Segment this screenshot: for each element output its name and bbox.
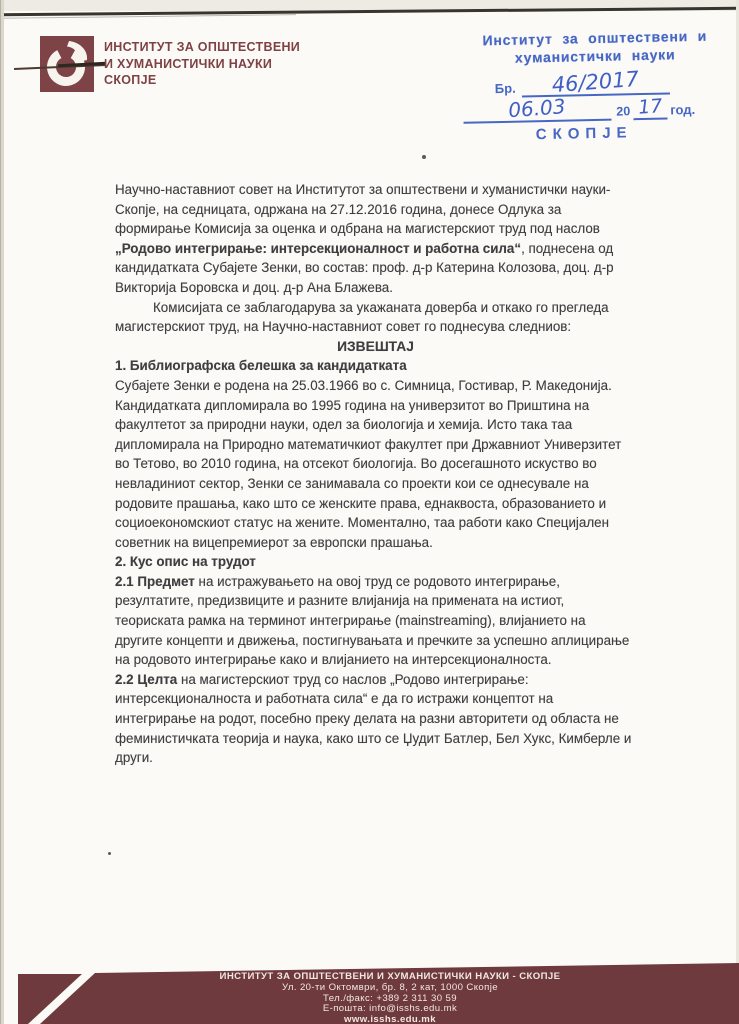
paragraph-committee-gratitude: Комисијата се заблагодарува за укажаната доверба и откако го прегледа магистерскиот труд, на Научно-наставниот совет го поднесува следниов:: [115, 299, 609, 335]
stamp-year-underline: [633, 95, 667, 121]
paragraph-2-2-goal: [115, 670, 636, 768]
paragraph-2-2-rest: на магистерскиот труд со наслов „Родово интегрирање: интерсекционалноста и работната сила“ е да го истражи концептот на интегрирање на родот, посебно преку делата на разни авторитети од областа не феминистичката теорија и наука, како што се Џудит Батлер, Бел Хукс, Кимберле и други.: [115, 671, 632, 766]
stamp-number-value: 46/2017: [551, 66, 641, 98]
stamp-city: СКОПЈЕ: [535, 124, 633, 144]
section-1-biography: Субајете Зенки е родена на 25.03.1966 во с. Симница, Гостивар, Р. Македонија. Кандидатката дипломирала во 1995 година на универзитот во Приштина на факултетот за природни науки, одел за биологија и хемија. Исто така таа дипломирала на Природно математичкиот факултет при Државниот Универзитет во Тетово, во 2010 година, на отсекот биологија. Во досегашното искуство во невладиниот сектор, Зенки се занимавала со проекти кои се однесувале на родовите прашања, како што се женските права, еднаквоста, образованието и социоекономскиот статус на жените. Моментално, таа работи како Специјален советник на вицепремиерот за европски прашања.: [115, 377, 622, 550]
section-1-heading: 1. Библиографска белешка за кандидатката: [115, 358, 407, 374]
stamp-number-row: [494, 66, 670, 98]
stamp-year-value: 17: [637, 95, 664, 119]
stamp-number-label: Бр.: [494, 80, 516, 97]
section-2-heading: 2. Кус опис на трудот: [115, 554, 256, 570]
document-body: [115, 180, 636, 768]
footer-contact-block: [60, 972, 720, 1024]
wordmark-line-1: ИНСТИТУТ ЗА ОПШТЕСТВЕНИ: [104, 40, 301, 54]
ink-speck: [422, 155, 426, 159]
institute-wordmark: [104, 39, 300, 89]
stamp-date-underline: [463, 94, 611, 124]
footer-email: Е-пошта: info@isshs.edu.mk: [322, 1003, 458, 1015]
receipt-stamp: [452, 27, 739, 144]
footer-website: www.isshs.edu.mk: [344, 1014, 436, 1024]
report-title: ИЗВЕШТАЈ: [337, 338, 414, 354]
stamp-number-underline: [521, 66, 669, 98]
footer-address: Ул. 20-ти Октомври, бр. 8, 2 кат, 1000 Скопје: [281, 981, 499, 993]
paragraph-2-1-rest: на истражувањето на овој труд се родовото интегрирање, резултатите, предизвиците и разните влијанија на примената на истиот, теориската рамка на терминот интегрирање (mainstreaming), влијанието на другите концепти и движења, постигнувањата и пречките за успешно аплицирање на родовото интегрирање како и влијанието на интерсекционалноста.: [115, 573, 630, 668]
page-left-edge-line: [0, 0, 1, 1024]
stamp-org-name: [452, 27, 739, 68]
footer-phone: Тел./факс: +389 2 311 30 59: [323, 992, 457, 1004]
paragraph-2-1-subject: [115, 572, 636, 670]
wordmark-line-3: СКОПЈЕ: [104, 73, 157, 87]
paragraph-1-pre: Научно-наставниот совет на Институтот за општествени и хуманистички науки-Скопје, на седницата, одржана на 27.12.2016 година, донесе Одлука за формирање Комисија за оценка и одбрана на магистерскиот труд под наслов: [115, 182, 611, 237]
stamp-year-suffix: год.: [670, 101, 696, 118]
wordmark-line-2: И ХУМАНИСТИЧКИ НАУКИ: [104, 56, 273, 71]
stamp-year-prefix: 20: [616, 104, 631, 119]
stamp-org-name-line-2: хуманистички науки: [514, 45, 676, 66]
paragraph-1-post: , поднесена од кандидатката Субајете Зенки, во состав: проф. д-р Катерина Колозова, доц. д-р Викторија Боровска и доц. д-р Ана Блажева.: [115, 240, 614, 295]
stamp-org-name-line-1: Институт за општествени и: [482, 27, 708, 49]
footer-org-name: ИНСТИТУТ ЗА ОПШТЕСТВЕНИ И ХУМАНИСТИЧКИ НАУКИ - СКОПЈЕ: [219, 971, 561, 982]
paragraph-committee-formation: [115, 180, 636, 298]
stamp-date-value: 06.03: [507, 94, 567, 123]
thesis-title-bold: „Родово интегрирање: интерсекционалност и работна сила“: [115, 240, 522, 256]
ink-speck: [108, 852, 111, 855]
paragraph-2-1-lead-bold: 2.1 Предмет: [115, 573, 195, 589]
stamp-date-row: [463, 96, 695, 124]
paragraph-2-2-lead-bold: 2.2 Целта: [115, 671, 178, 687]
